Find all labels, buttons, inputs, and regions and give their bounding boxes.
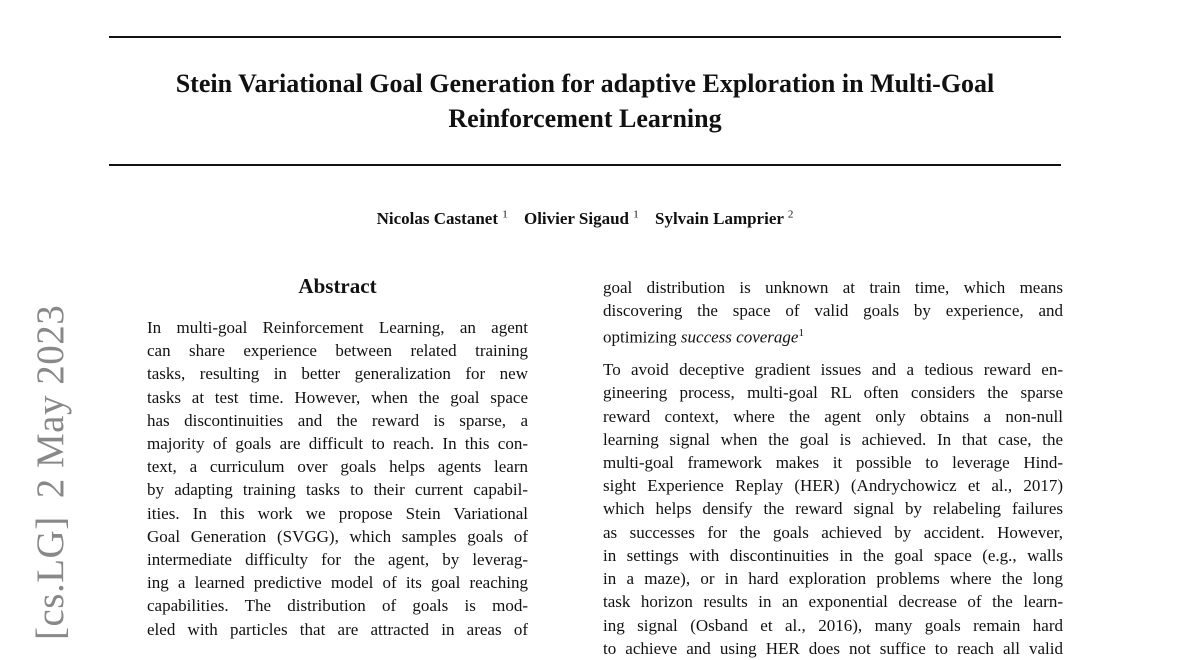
text-span: optimizing bbox=[603, 328, 681, 348]
text-line: In multi-goal Reinforcement Learning, an agent bbox=[147, 318, 528, 337]
text-line: majority of goals are difficult to reach. In this con- bbox=[147, 434, 528, 454]
paragraph bbox=[603, 276, 1063, 349]
author bbox=[377, 209, 508, 228]
text-line: tasks, resulting in better generalization for new bbox=[147, 364, 528, 384]
text-line: which helps densify the reward signal by relabeling failures bbox=[603, 499, 1063, 519]
title-line-1: Stein Variational Goal Generation for adaptive Exploration in Multi-Goal bbox=[175, 69, 995, 98]
text-line: in settings with discontinuities in the goal space (e.g., walls bbox=[603, 545, 1063, 565]
text-line: To avoid deceptive gradient issues and a tedious reward en- bbox=[603, 360, 1063, 380]
author-name: Sylvain Lamprier bbox=[655, 208, 784, 228]
text-line bbox=[603, 322, 1063, 349]
text-line: multi-goal framework makes it possible to leverage Hind- bbox=[603, 453, 1063, 473]
text-line: eled with particles that are attracted in areas of bbox=[147, 619, 528, 639]
text-line: by adapting training tasks to their current capabil- bbox=[147, 480, 528, 500]
arxiv-stamp bbox=[28, 305, 73, 640]
paragraph bbox=[603, 358, 1063, 660]
text-line: goal distribution is unknown at train time, which means bbox=[603, 278, 1063, 297]
text-line: discovering the space of valid goals by experience, and bbox=[603, 301, 1063, 321]
author-name: Olivier Sigaud bbox=[523, 208, 629, 228]
abstract-heading: Abstract bbox=[298, 274, 377, 298]
arxiv-date: 2 May 2023 bbox=[29, 304, 72, 499]
text-line: task horizon results in an exponential decrease of the learn- bbox=[603, 592, 1063, 612]
abstract-body bbox=[147, 316, 528, 641]
text-line: sight Experience Replay (HER) (Andrychowicz et al., 2017) bbox=[603, 476, 1063, 496]
text-line: as successes for the goals achieved by accident. However, bbox=[603, 522, 1063, 542]
text-line: capabilities. The distribution of goals is mod- bbox=[147, 596, 528, 616]
top-rule bbox=[109, 36, 1061, 38]
author-list bbox=[109, 208, 1061, 229]
paragraph-gap bbox=[603, 349, 1063, 358]
text-line: in a maze), or in hard exploration problems where the long bbox=[603, 569, 1063, 589]
bottom-rule bbox=[109, 164, 1061, 166]
text-line: ing signal (Osband et al., 2016), many goals remain hard bbox=[603, 615, 1063, 635]
author-name: Nicolas Castanet bbox=[376, 208, 498, 228]
author-affiliation-mark: 2 bbox=[787, 208, 794, 220]
intro-body bbox=[603, 276, 1063, 660]
text-line: intermediate difficulty for the agent, by leverag- bbox=[147, 550, 528, 570]
text-line: tasks at test time. However, when the goal space bbox=[147, 387, 528, 407]
author bbox=[655, 209, 793, 228]
paper-title bbox=[109, 66, 1061, 136]
author-affiliation-mark: 1 bbox=[502, 208, 508, 220]
text-line: ities. In this work we propose Stein Variational bbox=[147, 503, 528, 523]
text-line: to achieve and using HER does not suffice to reach all valid bbox=[603, 638, 1063, 658]
footnote-mark: 1 bbox=[798, 327, 804, 340]
author-affiliation-mark: 1 bbox=[633, 208, 639, 220]
text-line: gineering process, multi-goal RL often considers the sparse bbox=[603, 383, 1063, 403]
arxiv-category: [cs.LG] bbox=[29, 516, 72, 640]
text-line: Goal Generation (SVGG), which samples goals of bbox=[147, 526, 528, 546]
title-line-2: Reinforcement Learning bbox=[448, 104, 722, 133]
text-line: has discontinuities and the reward is sparse, a bbox=[147, 410, 528, 430]
author bbox=[524, 209, 639, 228]
text-line: learning signal when the goal is achieved. In that case, the bbox=[603, 429, 1063, 449]
text-line: text, a curriculum over goals helps agents learn bbox=[147, 457, 528, 477]
text-line: reward context, where the agent only obtains a non-null bbox=[603, 406, 1063, 426]
text-line: ing a learned predictive model of its goal reaching bbox=[147, 573, 528, 593]
emphasis: success coverage bbox=[680, 328, 799, 348]
text-line: can share experience between related training bbox=[147, 341, 528, 361]
